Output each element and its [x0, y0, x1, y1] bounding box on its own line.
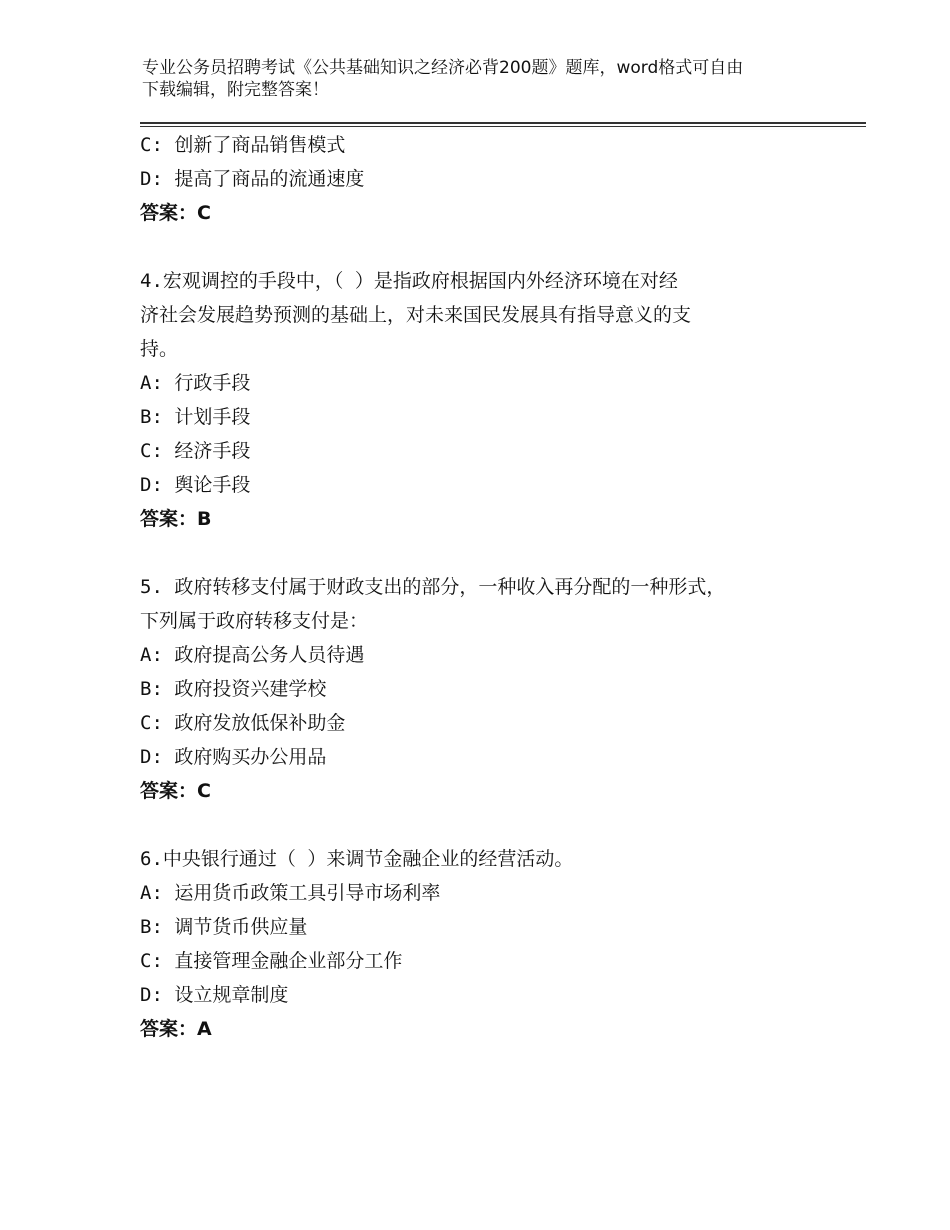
question-text-line: 下列属于政府转移支付是： — [140, 610, 369, 632]
spacer — [140, 230, 820, 264]
answer-label: 答案：A — [140, 1018, 212, 1040]
option-d: D: 设立规章制度 — [140, 984, 289, 1006]
option-b: B: 计划手段 — [140, 406, 251, 428]
spacer — [140, 808, 820, 842]
spacer — [140, 536, 820, 570]
option-a: A: 运用货币政策工具引导市场利率 — [140, 882, 441, 904]
option-c: C: 政府发放低保补助金 — [140, 712, 346, 734]
option-b: B: 调节货币供应量 — [140, 916, 308, 938]
question-text-line: 6.中央银行通过（ ）来调节金融企业的经营活动。 — [140, 848, 574, 870]
question-3 — [140, 128, 820, 230]
answer-label: 答案：C — [140, 780, 211, 802]
document-header — [142, 57, 822, 101]
question-4 — [140, 264, 820, 536]
option-c: C: 经济手段 — [140, 440, 251, 462]
header-line-1: 专业公务员招聘考试《公共基础知识之经济必背200题》题库，word格式可自由 — [142, 58, 744, 78]
option-b: B: 政府投资兴建学校 — [140, 678, 327, 700]
option-a: A: 行政手段 — [140, 372, 251, 394]
header-divider-thin — [140, 126, 866, 127]
option-d: D: 提高了商品的流通速度 — [140, 168, 365, 190]
question-text-line: 济社会发展趋势预测的基础上，对未来国民发展具有指导意义的支 — [140, 304, 692, 326]
question-5 — [140, 570, 820, 808]
question-list — [140, 128, 820, 1046]
question-text-line: 4.宏观调控的手段中，（ ）是指政府根据国内外经济环境在对经 — [140, 270, 678, 292]
answer-label: 答案：C — [140, 202, 211, 224]
option-d: D: 舆论手段 — [140, 474, 251, 496]
option-d: D: 政府购买办公用品 — [140, 746, 327, 768]
header-line-2: 下载编辑，附完整答案！ — [142, 80, 329, 100]
option-c: C: 创新了商品销售模式 — [140, 134, 346, 156]
question-6 — [140, 842, 820, 1046]
header-divider-thick — [140, 122, 866, 124]
question-text-line: 5. 政府转移支付属于财政支出的部分，一种收入再分配的一种形式， — [140, 576, 726, 598]
question-text-line: 持。 — [140, 338, 179, 360]
option-c: C: 直接管理金融企业部分工作 — [140, 950, 403, 972]
option-a: A: 政府提高公务人员待遇 — [140, 644, 365, 666]
answer-label: 答案：B — [140, 508, 212, 530]
